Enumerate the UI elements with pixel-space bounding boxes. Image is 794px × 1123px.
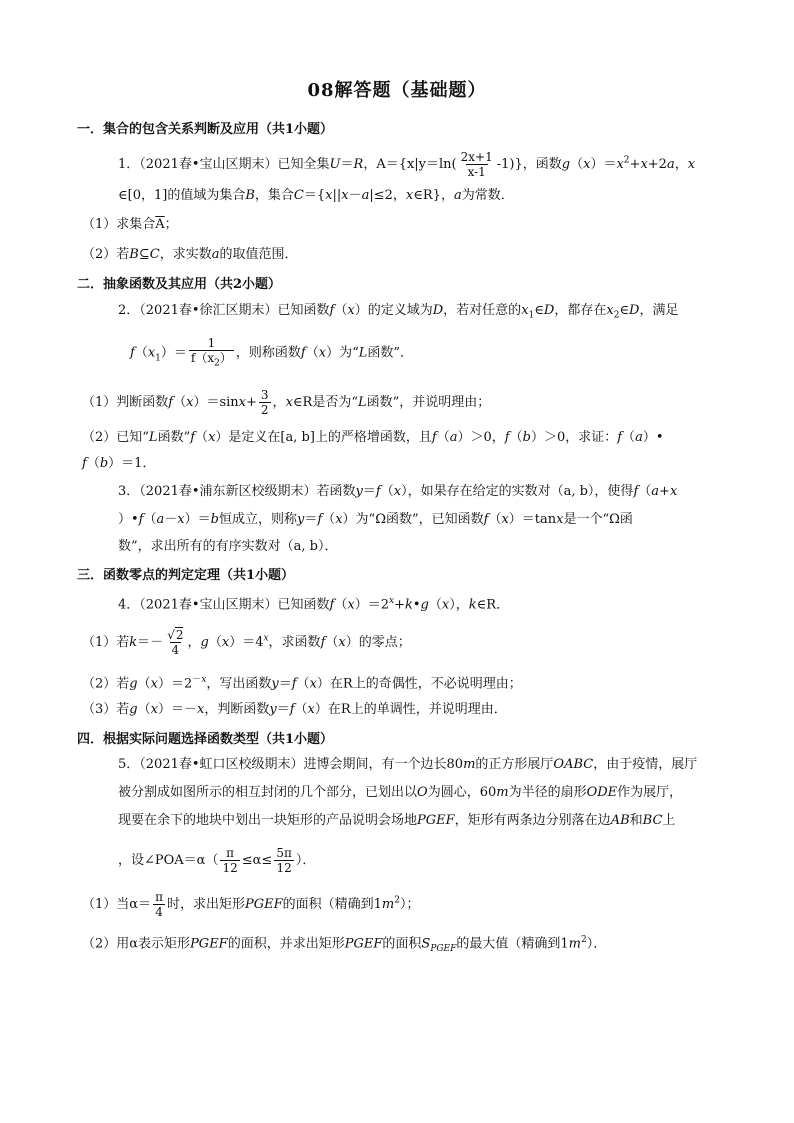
fraction: $\frac{2x+1}{x-1}$ [460, 150, 493, 179]
question-2-line-1: 2．（2021春•徐汇区期末）已知函数f（x）的定义域为D，若对任意的$x_1\in D$，都存在$x_2\in D$，满足 [118, 303, 679, 321]
question-4-part-2: （2）若$g(x)=2^{-x}$，写出函数y＝f（x）在R上的奇偶性，不必说明理由； [82, 675, 522, 692]
question-5-line-2: 被分割成如图所示的相互封闭的几个部分，已划出以O为圆心，60m为半径的扇形ODE作为展厅， [118, 785, 683, 800]
fraction: $\frac{1}{f(x_2)}$ [190, 336, 232, 369]
fraction: $\frac{5\pi}{12}$ [276, 846, 292, 875]
question-2-part-2: （2）已知“L函数”f（x）是定义在[a, b]上的严格增函数，且f（a）＞0，f（b）＞0，求证：f（a）• [82, 430, 664, 445]
fraction: $\frac{3}{2}$ [260, 388, 269, 417]
question-3-line-2: ）•f（a－x）＝b恒成立，则称y＝f（x）为“Ω函数”，已知函数f（x）＝tanx是一个“Ω函 [118, 512, 633, 527]
fraction: $\frac{\pi}{4}$ [155, 890, 163, 919]
question-3-line-3: 数”，求出所有的有序实数对（a, b）． [118, 539, 338, 554]
question-5-line-1: 5．（2021春•虹口区校级期末）进博会期间，有一个边长80m的正方形展厅OABC，由于疫情，展厅 [118, 757, 698, 772]
question-4-part-1: （1）若k＝－ $\frac{√2}{4}$ ，$g(x)=4^x$，求函数f（x）的零点； [82, 628, 411, 657]
question-5-part-1: （1）当α＝ $\frac{\pi}{4}$ 时，求出矩形PGEF的面积（精确到$1m^2$）； [82, 890, 420, 919]
section-heading: 一．集合的包含关系判断及应用（共1小题） [77, 122, 334, 137]
question-1-part-2: （2）若B⊆C，求实数a的取值范围． [82, 247, 298, 262]
question-1-line-2: ∈[0，1]的值域为集合B，集合C＝{x||x－a|≤2，x∈R}，a为常数． [118, 188, 514, 203]
page-title: 08解答题（基础题） [307, 80, 487, 101]
question-4-part-3: （3）若g（x）＝－x，判断函数y＝f（x）在R上的单调性，并说明理由． [82, 702, 507, 717]
question-2-part-2-cont: f（b）＝1． [82, 456, 156, 471]
section-heading: 四．根据实际问题选择函数类型（共1小题） [77, 732, 334, 747]
question-5-part-2: （2）用α表示矩形PGEF的面积，并求出矩形PGEF的面积$S_{PGEF}$的最大值（精确到$1m^2$）． [82, 935, 607, 954]
question-1-part-1: （1）求集合$\overline{A}$； [82, 217, 178, 232]
section-heading: 二．抽象函数及其应用（共2小题） [77, 277, 282, 292]
section-heading: 三．函数零点的判定定理（共1小题） [77, 568, 295, 583]
fraction: $\frac{\pi}{12}$ [222, 846, 238, 875]
question-4-line-1: 4．（2021春•宝山区期末）已知函数$f(x)=2^x+k•g(x)$，k∈R． [118, 596, 510, 613]
question-5-line-4: ，设∠POA＝α（ $\frac{\pi}{12}$ ≤α≤ $\frac{5\pi}{12}$ ）． [118, 846, 316, 875]
fraction: $\frac{√2}{4}$ [167, 628, 184, 657]
question-1-line-1: 1．（2021春•宝山区期末）已知全集U＝R，A＝{x|y＝ln( $\frac{2x+1}{x-1}$ -1)}，函数$g(x)=x^2+x+2a$，x [118, 150, 696, 179]
question-5-line-3: 现要在余下的地块中划出一块矩形的产品说明会场地PGEF，矩形有两条边分别落在边AB和BC上 [118, 813, 676, 828]
question-3-line-1: 3．（2021春•浦东新区校级期末）若函数y＝f（x），如果存在给定的实数对（a, b），使得f（a+x [118, 484, 678, 499]
question-2-line-2: $f(x_1)=$ $\frac{1}{f(x_2)}$ ，则称函数f（x）为“L函数”． [130, 336, 414, 369]
question-2-part-1: （1）判断函数f（x）＝sinx+ $\frac{3}{2}$ ，x∈R是否为“L函数”，并说明理由； [82, 388, 491, 417]
